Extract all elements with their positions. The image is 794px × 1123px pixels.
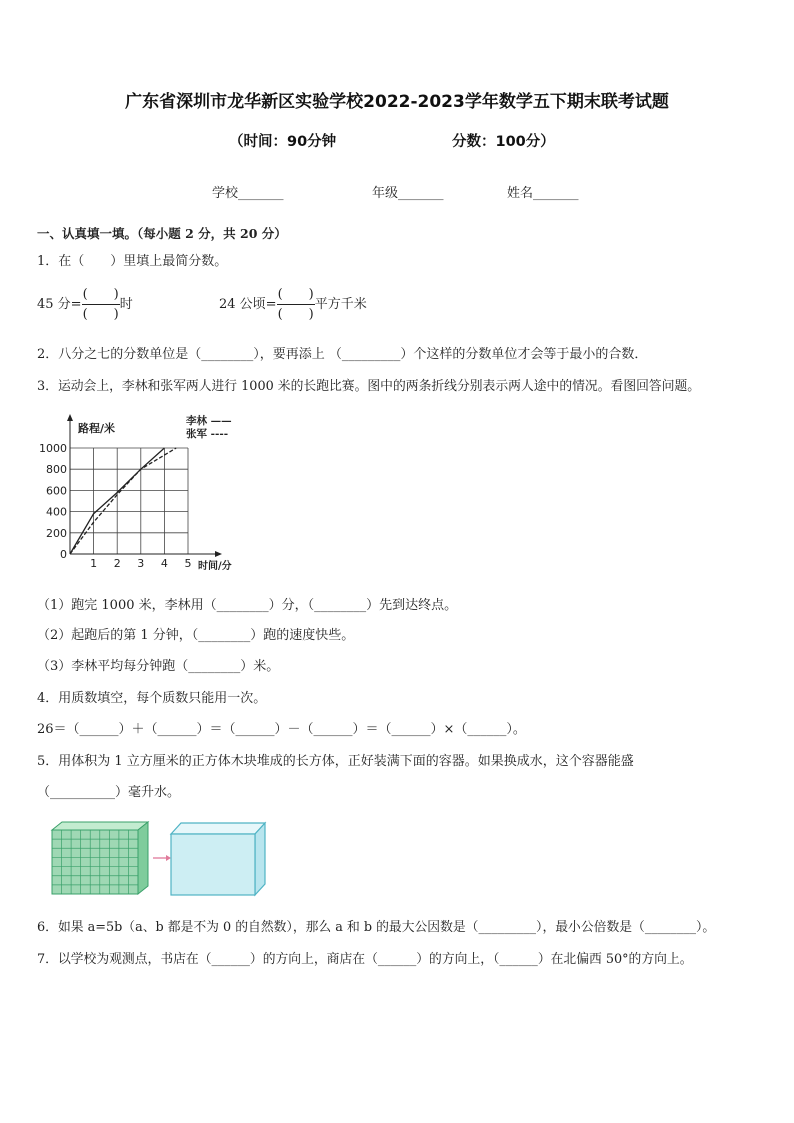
page-title: 广东省深圳市龙华新区实验学校2022-2023学年数学五下期末联考试题	[125, 92, 669, 112]
chart-ticks	[39, 421, 232, 572]
denominator-blank: ( )	[82, 307, 119, 322]
y-tick-label: 1000	[39, 442, 67, 455]
y-tick-label: 800	[46, 463, 67, 477]
grade-field: 年级_______	[372, 186, 444, 201]
series-line-zhangjun	[70, 448, 176, 554]
name-field: 姓名_______	[507, 186, 579, 201]
y-tick-label: 200	[46, 526, 67, 540]
school-field: 学校_______	[212, 186, 284, 201]
x-axis-label: 时间/分	[198, 561, 232, 572]
exam-score: 分数：100分）	[452, 134, 555, 150]
q1-fraction-left	[37, 285, 133, 324]
denominator-blank: ( )	[277, 307, 314, 322]
y-tick-label: 600	[46, 484, 67, 498]
y-tick-label: 0	[60, 548, 67, 561]
chart-series	[70, 448, 176, 554]
question-7: 7．以学校为观测点，书店在（______）的方向上，商店在（______）的方向上，（______）在北偏西 50°的方向上。	[37, 952, 693, 967]
q1-fraction-right	[219, 285, 367, 324]
question-1: 1．在（ ）里填上最简分数。	[37, 254, 228, 269]
numerator-blank: ( )	[82, 285, 120, 305]
x-tick-label: 3	[137, 557, 145, 570]
question-4: 4．用质数填空，每个质数只能用一次。	[37, 691, 267, 706]
legend-entry: 李林 ——	[186, 415, 232, 427]
q1-left-prefix: 45 分=	[37, 297, 82, 312]
chart-grid	[70, 448, 188, 554]
numerator-blank: ( )	[277, 285, 315, 305]
q1-right-suffix: 平方千米	[314, 297, 367, 312]
stacked-cubes-icon	[52, 822, 148, 894]
x-axis-arrow-icon	[215, 551, 222, 557]
question-3-3: （3）李林平均每分钟跑（________）米。	[37, 659, 280, 674]
x-tick-label: 4	[160, 557, 168, 570]
fraction	[277, 285, 315, 324]
x-tick-label: 1	[90, 557, 98, 570]
y-axis-arrow-icon	[67, 414, 73, 421]
question-5-line2: （__________）毫升水。	[37, 785, 181, 800]
y-tick-label: 400	[46, 505, 67, 519]
legend-entry: 张军 ----	[186, 428, 229, 440]
empty-container-icon	[171, 823, 265, 895]
question-3-1: （1）跑完 1000 米，李林用（________）分，（________）先到达终点。	[37, 598, 458, 613]
cube-container-figure	[45, 818, 275, 898]
fraction	[82, 285, 120, 324]
x-tick-label: 2	[113, 557, 121, 570]
q1-right-prefix: 24 公顷=	[219, 297, 277, 312]
question-3-2: （2）起跑后的第 1 分钟，（________）跑的速度快些。	[37, 628, 355, 643]
arrow-icon	[153, 855, 171, 861]
y-axis-label: 路程/米	[78, 422, 116, 435]
exam-time: （时间：90分钟	[229, 134, 337, 150]
question-6: 6．如果 a=5b（a、b 都是不为 0 的自然数），那么 a 和 b 的最大公因数是（_________），最小公倍数是（________）。	[37, 920, 716, 935]
question-5-line1: 5．用体积为 1 立方厘米的正方体木块堆成的长方体，正好装满下面的容器。如果换成水，这个容器能盛	[37, 754, 634, 769]
question-4-equation: 26＝（______）＋（______）＝（______）－（______）＝（______）×（______）。	[37, 722, 526, 737]
distance-time-chart	[30, 406, 260, 576]
q1-left-suffix: 时	[119, 297, 133, 312]
section-heading: 一、认真填一填。（每小题 2 分，共 20 分）	[37, 226, 287, 241]
x-tick-label: 5	[184, 557, 192, 570]
chart-legend	[185, 414, 232, 440]
question-3: 3．运动会上，李林和张军两人进行 1000 米的长跑比赛。图中的两条折线分别表示两人途中的情况。看图回答问题。	[37, 379, 701, 394]
question-2: 2．八分之七的分数单位是（________），要再添上 （_________）个这样的分数单位才会等于最小的合数．	[37, 347, 648, 362]
